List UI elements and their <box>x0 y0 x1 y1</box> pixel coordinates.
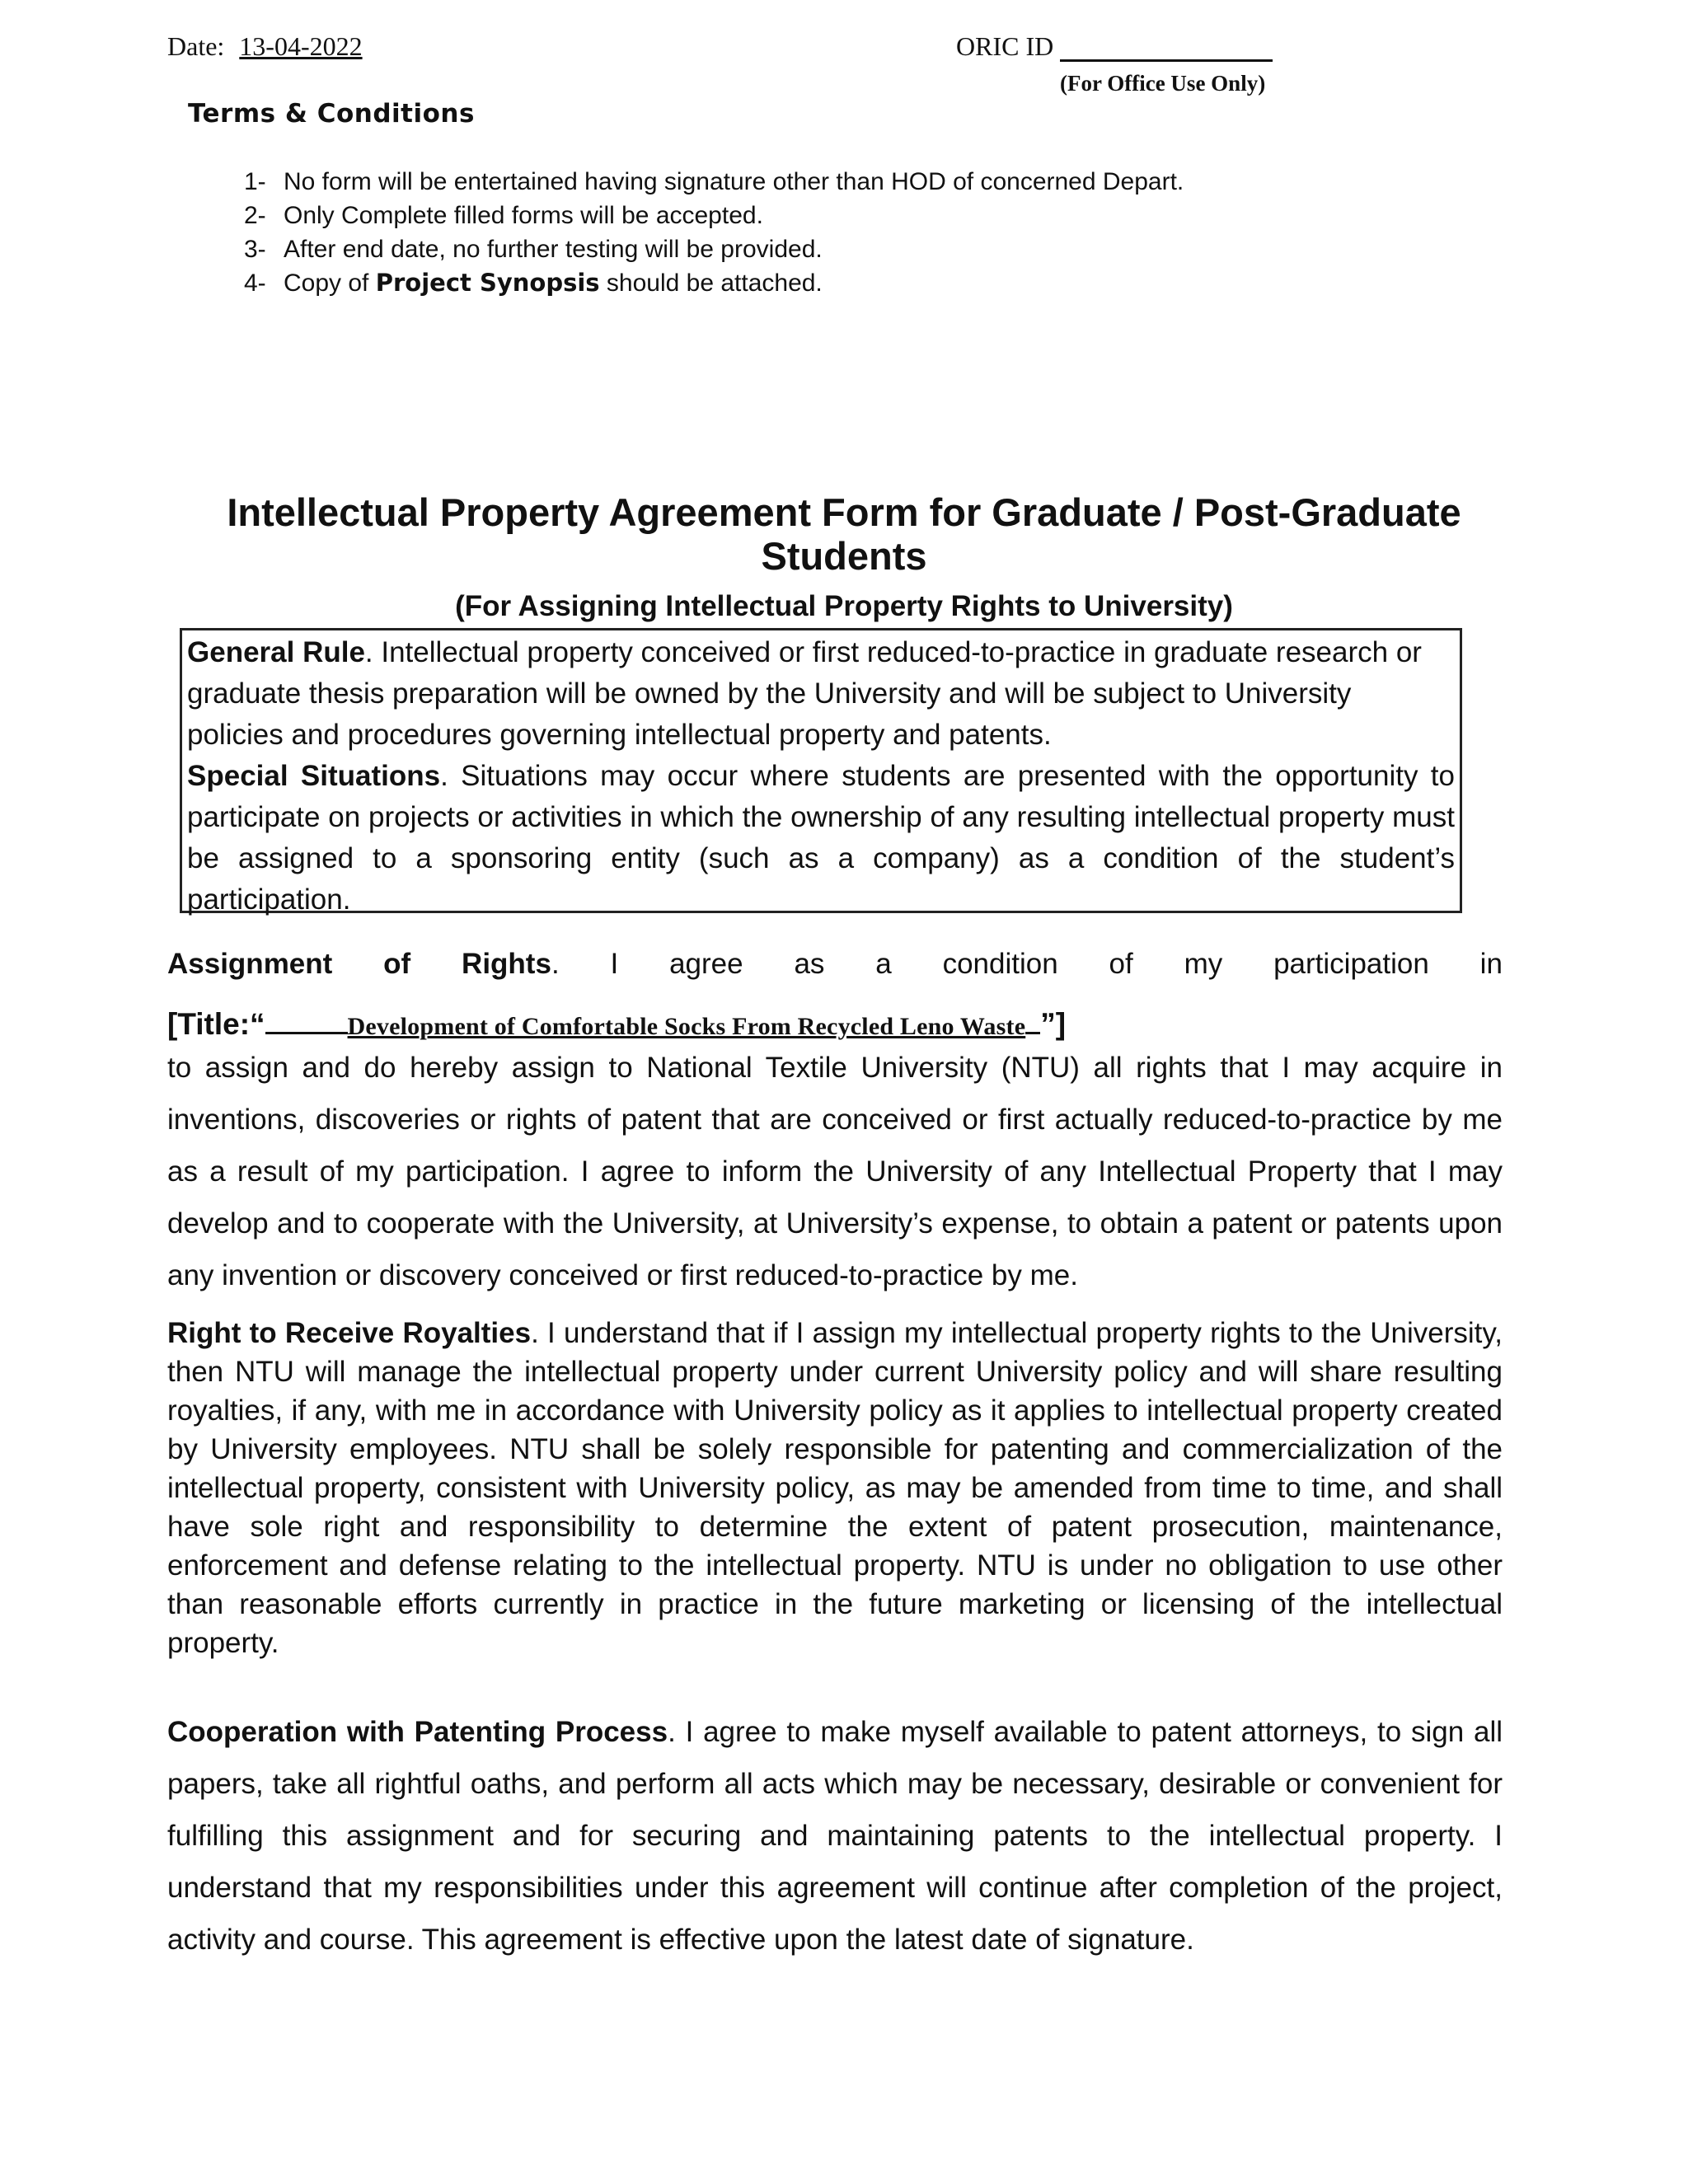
oric-id-field <box>956 31 1273 62</box>
general-rule-box <box>180 628 1462 916</box>
date-label: Date: <box>167 31 225 61</box>
list-item: 3- After end date, no further testing will be provided. <box>244 236 823 263</box>
special-situations-paragraph: Special Situations. Situations may occur where students are presented with the opportunity to participate on projects or activities in which the ownership of any resulting intellectual property must be assigned to a sponsoring entity (such as a company) as a condition of the student’s participation. <box>187 760 1455 916</box>
list-item: 4- Copy of Project Synopsis should be attached. <box>244 269 823 297</box>
assignment-label-end: Rights <box>462 948 551 980</box>
page-title: Intellectual Property Agreement Form for Graduate / Post-Graduate Students <box>227 490 1461 578</box>
assignment-paragraph: to assign and do hereby assign to National Textile University (NTU) all rights that I may acquire in inventions, discoveries or rights of patent that are conceived or first actually reduced-to-practice by me as a result of my participation. I agree to inform the University of any Intellectual Property that I may develop and to cooperate with the University, at University’s expense, to obtain a patent or patents upon any invention or discovery conceived or first reduced-to-practice by me. <box>167 1052 1503 1291</box>
terms-list <box>244 165 1184 300</box>
date-field <box>167 31 392 62</box>
project-title: Development of Comfortable Socks From Recycled Leno Waste <box>347 1013 1026 1040</box>
oric-id-label: ORIC ID <box>956 31 1054 61</box>
date-value: 13-04-2022 <box>239 31 363 61</box>
assignment-first-line: Assignment of Rights. I agree as a condition of my participation in <box>167 948 1503 980</box>
terms-heading: Terms & Conditions <box>188 99 475 129</box>
list-item: 1- No form will be entertained having signature other than HOD of concerned Depart. <box>244 168 1184 195</box>
office-use-note: (For Office Use Only) <box>1060 71 1266 96</box>
royalties-paragraph: Right to Receive Royalties. I understand that if I assign my intellectual property rights to the University, then NTU will manage the intellectual property under current University policy and will share resulting royalties, if any, with me in accordance with University policy as it applies to intellectual property created by University employees. NTU shall be solely responsible for patenting and commercialization of the intellectual property, consistent with University policy, as may be amended from time to time, and shall have sole right and responsibility to determine the extent of patent prosecution, maintenance, enforcement and defense relating to the intellectual property. NTU is under no obligation to use other than reasonable efforts currently in practice in the future marketing or licensing of the intellectual property. <box>167 1317 1503 1659</box>
project-synopsis: Project Synopsis <box>375 269 600 297</box>
oric-id-blank <box>1060 31 1273 62</box>
list-item: 2- Only Complete filled forms will be accepted. <box>244 202 763 229</box>
page-subtitle: (For Assigning Intellectual Property Rights to University) <box>455 590 1233 622</box>
project-title-line: [Title:“ Development of Comfortable Socks From Recycled Leno Waste ”] <box>167 1004 1503 1042</box>
cooperation-paragraph: Cooperation with Patenting Process. I agree to make myself available to patent attorneys, to sign all papers, take all rightful oaths, and perform all acts which may be necessary, desirable or convenient for fulfilling this assignment and for securing and maintaining patents to the intellectual property. I understand that my responsibilities under this agreement will continue after completion of the project, activity and course. This agreement is effective upon the latest date of signature. <box>167 1716 1503 1956</box>
general-rule-paragraph: General Rule. Intellectual property conceived or first reduced-to-practice in graduate research or graduate thesis preparation will be owned by the University and will be subject to University policies and procedures governing intellectual property and patents. <box>187 636 1422 751</box>
